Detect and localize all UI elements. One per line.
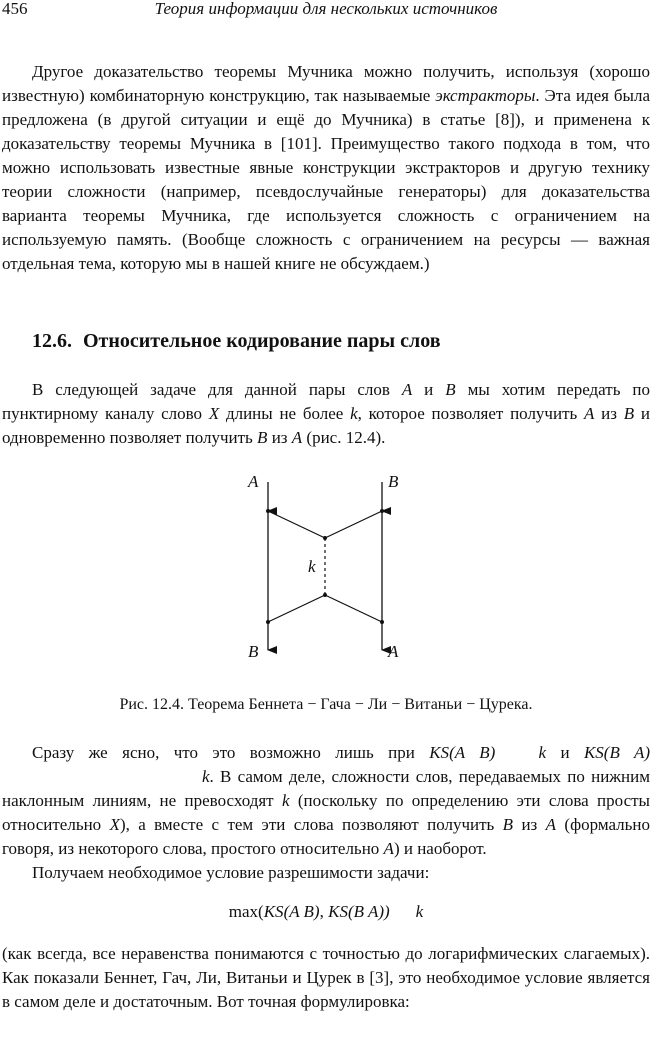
text: , которое позволяет получить: [357, 404, 585, 423]
text: (поскольку по определению эти слова просты относительно: [2, 791, 650, 834]
condition-intro: Получаем необходимое условие разрешимости задачи:: [32, 863, 430, 882]
node: [323, 536, 327, 540]
text: мы хотим передать по пунктирному каналу слово: [2, 380, 651, 423]
var-k: k: [202, 767, 210, 786]
var-a: A: [545, 815, 557, 834]
text: ), а вместе с тем эти слова позволяют получить: [119, 815, 503, 834]
section-heading: [32, 330, 447, 353]
var-x: X: [109, 815, 120, 834]
ks-args: (A B): [283, 902, 320, 921]
node: [380, 620, 384, 624]
lower-right-slant: [325, 595, 382, 622]
upper-left-slant: [268, 511, 325, 538]
problem-paragraph: [2, 378, 650, 450]
var-b: B: [257, 428, 268, 447]
text: . В самом деле, сложности слов, передаваемых по нижним наклонным линиям, не превосходят: [2, 767, 650, 810]
text: Сразу же ясно, что это возможно лишь при: [32, 743, 430, 762]
var-a: A: [383, 839, 394, 858]
text: и одновременно позволяет получить: [2, 404, 650, 447]
section-title-text: Относительное кодирование пары слов: [83, 330, 441, 352]
condition-formula: [0, 902, 652, 922]
var-k: k: [281, 791, 290, 810]
intro-paragraph: [2, 60, 650, 276]
var-k: k: [350, 404, 358, 423]
var-x: X: [208, 404, 220, 423]
var-b: B: [445, 380, 456, 399]
text: В следующей задаче для данной пары слов: [32, 380, 402, 399]
text: из: [267, 428, 292, 447]
text: из: [513, 815, 546, 834]
ks-args: (B A)): [347, 902, 390, 921]
label-top-right: B: [388, 472, 399, 491]
var-a: A: [291, 428, 303, 447]
running-title: Теория информации для нескольких источников: [154, 0, 498, 18]
var-b: B: [623, 404, 635, 423]
text: (рис. 12.4).: [302, 428, 386, 447]
text: из: [594, 404, 624, 423]
label-bottom-left: B: [248, 642, 259, 661]
node: [266, 509, 270, 513]
ks-symbol: KS: [263, 902, 284, 921]
text: длины не более: [219, 404, 351, 423]
section-number: 12.6.: [32, 330, 72, 352]
var-k: k: [538, 743, 547, 762]
label-top-left: A: [248, 472, 259, 491]
node: [323, 593, 327, 597]
text: и: [412, 380, 446, 399]
ks-symbol: KS: [328, 902, 348, 921]
intro-text-2: . Эта идея была предложена (в другой ситуации и ещё до Мучника) в статье [8]), и применена к доказательству теоремы Мучника в [101]. Преимущество такого подхода в том, что можно использовать известные явные конструкции экстракторов и другую технику теории сложности (например, псевдослучайные генераторы) для доказательства варианта теоремы Мучника, где используется сложность с ограничением на используемую память. (Вообще сложность с ограничением на ресурсы — важная отдельная тема, которую мы в нашей книге не обсуждаем.): [2, 86, 651, 273]
label-bottom-right: A: [388, 642, 399, 661]
ks-symbol: KS: [583, 743, 604, 762]
label-channel-k: k: [308, 557, 316, 576]
figure-12-4-diagram: [230, 462, 430, 672]
text: и: [546, 743, 584, 762]
text: ) и наоборот.: [393, 839, 487, 858]
page-number: 456: [2, 0, 28, 18]
node: [380, 509, 384, 513]
lower-left-slant: [268, 595, 325, 622]
var-a: A: [401, 380, 413, 399]
var-a: A: [584, 404, 595, 423]
ks-symbol: KS: [429, 743, 450, 762]
running-head: [0, 0, 652, 22]
intro-text-1: Другое доказательство теоремы Мучника можно получить, используя (хорошо известную) комбинаторную конструкцию, так называемые: [2, 62, 650, 105]
formula-max: max(: [228, 902, 264, 921]
node: [266, 620, 270, 624]
ks-args: (B A): [603, 743, 650, 762]
upper-right-slant: [325, 511, 382, 538]
ks-args: (A B): [449, 743, 496, 762]
gap: [495, 743, 538, 762]
formula-comma: ,: [319, 902, 329, 921]
text: (формально говоря, из некоторого слова, простого относительно: [2, 815, 650, 858]
sufficiency-paragraph: (как всегда, все неравенства понимаются с точностью до логарифмических слагаемых). Как показали Беннет, Гач, Ли, Витаньи и Цурек в [3], это необходимое условие является в самом деле и достаточным. Вот точная формулировка:: [2, 944, 650, 1011]
intro-emphasis: экстракторы: [435, 86, 536, 105]
necessity-paragraph: [2, 741, 650, 861]
var-k: k: [415, 902, 424, 921]
figure-caption: Рис. 12.4. Теорема Беннета − Гача − Ли − Витаньи − Цурека.: [119, 696, 533, 713]
var-b: B: [502, 815, 514, 834]
diagram-svg: [230, 462, 430, 672]
